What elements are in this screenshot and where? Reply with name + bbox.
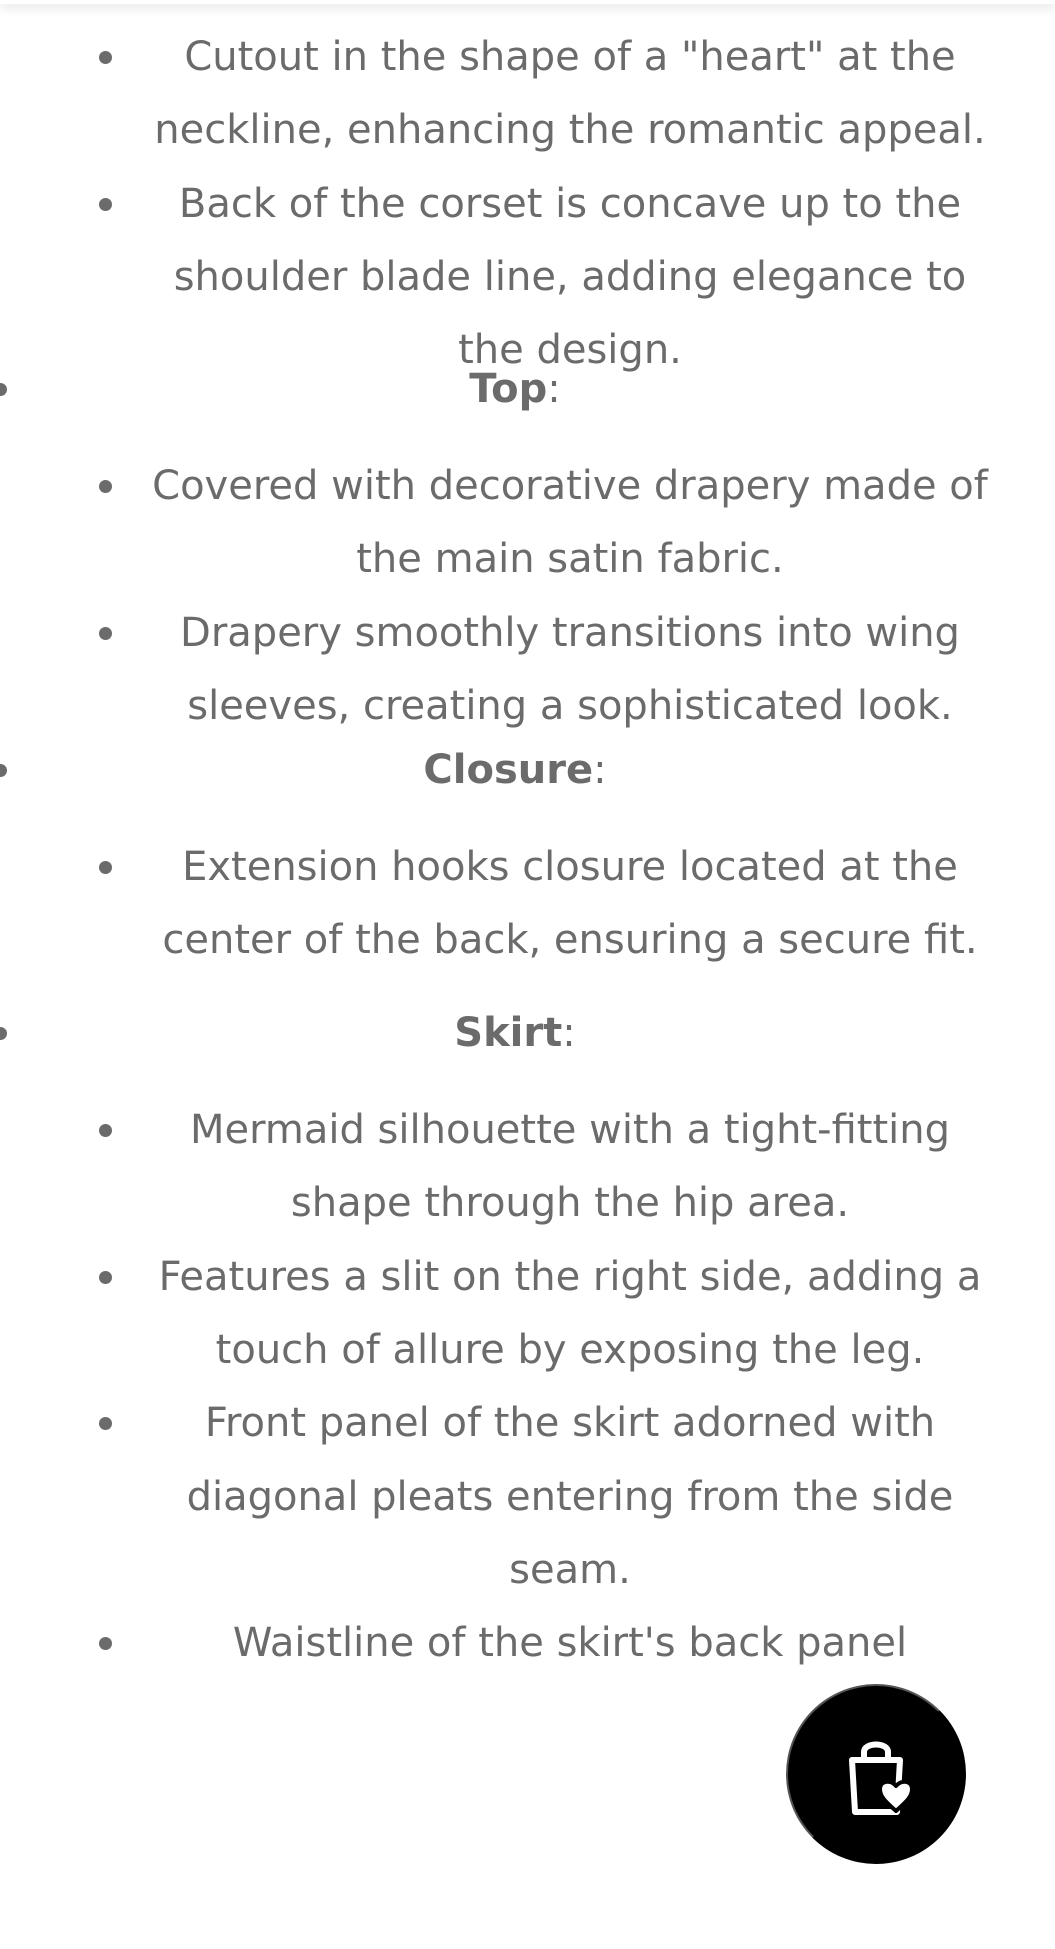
list-item-text: center of the back, ensuring a secure fit. [162,917,978,964]
list-item-line [0,1240,1055,1314]
list-item-line [0,522,1055,596]
list-item-text: the design. [458,327,682,374]
list-item-line [0,1606,1055,1680]
list-item-line [0,449,1055,523]
list-item-text: Mermaid silhouette with a tight-fitting [190,1107,950,1153]
list-item-line [0,93,1055,167]
list-item-line [0,20,1055,94]
top-shadow [0,0,1055,4]
list-item-line [0,167,1055,241]
list-item-text: Cutout in the shape of a "heart" at the [184,34,956,80]
wishlist-bag-button[interactable] [786,1684,966,1864]
list-item-line [0,596,1055,670]
list-bullet [99,1637,112,1650]
list-bullet [99,627,112,640]
section-heading [0,996,1055,1070]
section-heading-text [0,996,1030,1070]
list-item-line [0,1313,1055,1387]
section-heading [0,733,1055,807]
list-item-text: Back of the corset is concave up to the [178,180,962,227]
section-heading [0,352,1055,426]
list-bullet [99,1417,112,1430]
section-heading-word: Closure [423,747,594,793]
list-item-text: shoulder blade line, adding elegance to [173,253,967,300]
list-item-line [0,830,1055,904]
section-heading-colon: : [562,1010,576,1056]
list-item-text: Extension hooks closure located at the [182,844,958,890]
list-item-text: neckline, enhancing the romantic appeal. [154,107,986,154]
list-bullet [99,198,112,211]
section-heading-text [0,352,1030,426]
section-heading-text [0,733,1030,807]
list-item-text: the main satin fabric. [356,536,784,583]
list-item-line [0,1386,1055,1460]
section-heading-colon: : [593,747,607,793]
list-item-line [0,1166,1055,1240]
list-item-text: shape through the hip area. [290,1180,850,1227]
list-item-line [0,1093,1055,1167]
list-item-line [0,1460,1055,1534]
list-item-text: Covered with decorative drapery made of [152,463,988,509]
list-item-text: touch of allure by exposing the leg. [215,1326,925,1373]
list-item-text: diagonal pleats entering from the side [186,1473,954,1520]
list-item-line [0,1533,1055,1607]
section-heading-colon: : [547,366,561,412]
list-item-text: Front panel of the skirt adorned with [204,1400,936,1447]
list-item-line [0,903,1055,977]
shopping-bag-heart-icon [828,1726,924,1822]
list-item-line [0,240,1055,314]
list-item-text: Features a slit on the right side, adding a [158,1253,982,1300]
list-item-text: seam. [509,1546,631,1593]
list-item-line [0,669,1055,743]
list-item-text: Drapery smoothly transitions into wing [180,609,960,656]
list-bullet [99,1124,112,1137]
list-item-text: sleeves, creating a sophisticated look. [187,682,953,729]
list-bullet [99,51,112,64]
list-bullet [99,1271,112,1284]
list-bullet [99,480,112,493]
section-heading-word: Top [469,366,548,412]
section-heading-word: Skirt [454,1010,563,1056]
list-bullet [99,861,112,874]
list-item-text: Waistline of the skirt's back panel [232,1620,908,1667]
